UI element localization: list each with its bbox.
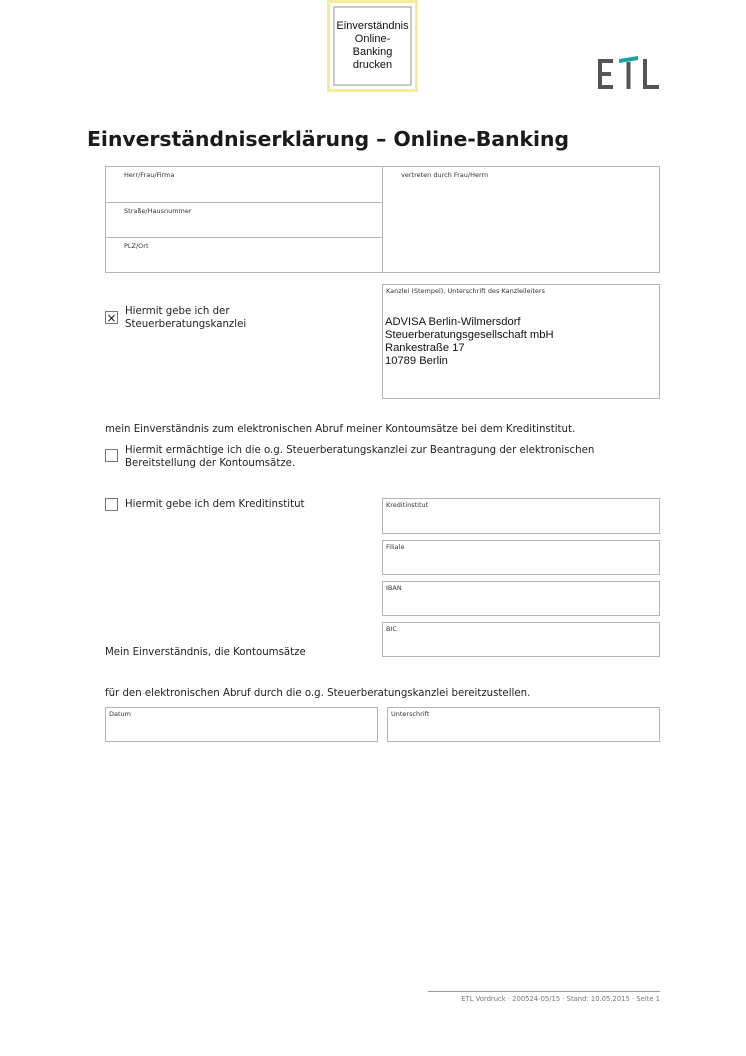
kanzlei-line-4: 10789 Berlin [385, 355, 448, 367]
kreditinstitut-label: Kreditinstitut [386, 501, 429, 509]
page-title: Einverständniserklärung – Online-Banking [87, 127, 569, 151]
street-field[interactable] [106, 216, 381, 236]
zip-city-field-label: PLZ/Ort [124, 242, 149, 250]
authorize-line1: Hiermit ermächtige ich die o.g. Steuerberatungskanzlei zur Beantragung der elektronischen [125, 445, 595, 456]
representative-field[interactable] [383, 180, 659, 272]
iban-field[interactable] [382, 581, 660, 616]
kanzlei-line-3: Rankestraße 17 [385, 342, 465, 354]
kanzlei-line-2: Steuerberatungsgesellschaft mbH [385, 329, 554, 341]
print-consent-button-face[interactable] [333, 6, 412, 86]
footer-text: ETL Vordruck · 200524-05/15 · Stand: 10.05.2015 · Seite 1 [461, 995, 660, 1003]
datum-label: Datum [109, 710, 131, 718]
print-button-line1: Einverständnis [336, 20, 409, 32]
kanzlei-label: Kanzlei (Stempel), Unterschrift des Kanzleileiters [386, 287, 545, 295]
kreditinstitut-field[interactable] [382, 498, 660, 534]
print-button-line3: drucken [352, 59, 393, 71]
bic-label: BIC [386, 625, 397, 633]
authorize-checkbox[interactable] [105, 449, 118, 462]
client-box-divider-1 [105, 202, 382, 203]
bic-field[interactable] [382, 622, 660, 657]
etl-logo [598, 53, 662, 93]
consent-tax-office-line1: Hiermit gebe ich der [125, 306, 230, 317]
street-field-label: Straße/Hausnummer [124, 207, 192, 215]
kanzlei-line-1: ADVISA Berlin-Wilmersdorf [385, 316, 521, 328]
filiale-field[interactable] [382, 540, 660, 575]
datum-field[interactable] [105, 707, 378, 742]
zip-city-field[interactable] [106, 251, 381, 272]
check-mark-icon: × [106, 310, 117, 325]
bank-consent-label: Hiermit gebe ich dem Kreditinstitut [125, 499, 305, 510]
consent-tax-office-checkbox[interactable] [105, 311, 118, 324]
consent-tax-office-line2: Steuerberatungskanzlei [125, 319, 247, 330]
iban-label: IBAN [386, 584, 402, 592]
filiale-label: Filiale [386, 543, 405, 551]
footer-divider [428, 991, 660, 992]
unterschrift-label: Unterschrift [391, 710, 430, 718]
name-field-label: Herr/Frau/Firma [124, 171, 175, 179]
etl-logo-icon [598, 53, 662, 93]
print-consent-button[interactable] [327, 0, 418, 92]
unterschrift-field[interactable] [387, 707, 660, 742]
bank-consent-checkbox[interactable] [105, 498, 118, 511]
authorize-line2: Bereitstellung der Kontoumsätze. [125, 458, 296, 469]
fuer-text: für den elektronischen Abruf durch die o.g. Steuerberatungskanzlei bereitzustellen. [105, 688, 531, 699]
mein-text: Mein Einverständnis, die Kontoumsätze [105, 647, 306, 658]
client-box-divider-2 [105, 237, 382, 238]
representative-field-label: vertreten durch Frau/Herrn [401, 171, 489, 179]
consent-abruf-text: mein Einverständnis zum elektronischen Abruf meiner Kontoumsätze bei dem Kreditinstitut. [105, 424, 576, 435]
name-field[interactable] [106, 180, 381, 201]
print-button-line2: Online-Banking [352, 33, 393, 58]
